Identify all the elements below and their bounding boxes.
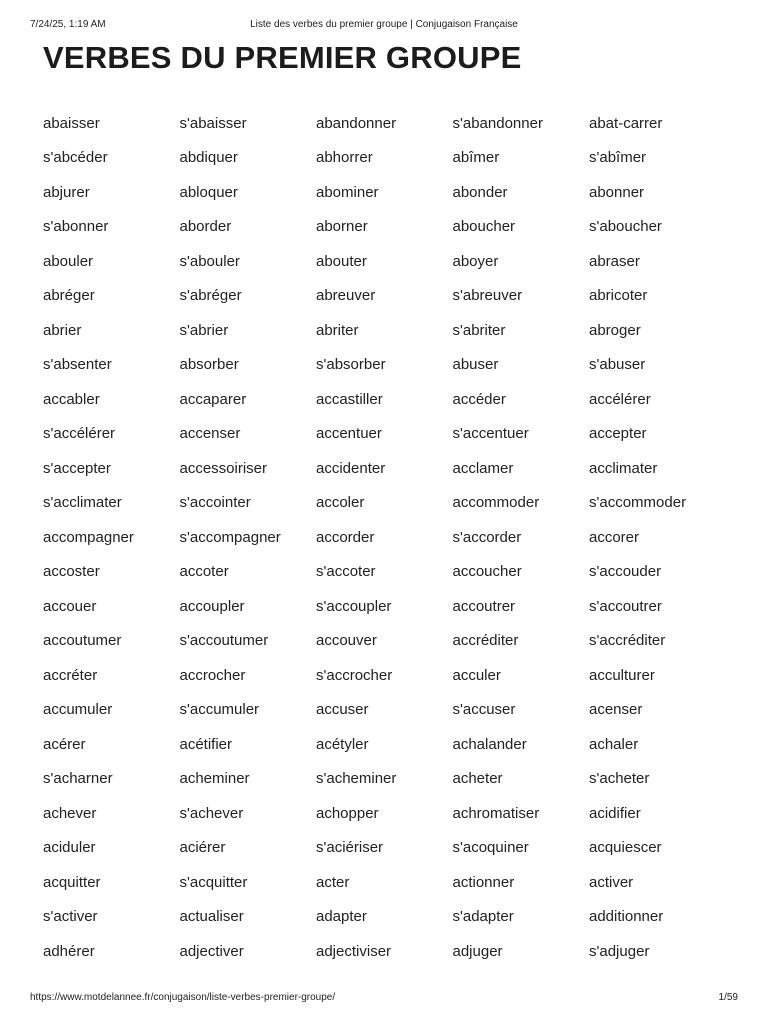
verb-item: s'accentuer (452, 425, 529, 443)
verb-item: s'accoupler (316, 597, 392, 615)
verb-list (43, 106, 743, 969)
verb-item: s'accélérer (43, 425, 116, 443)
verb-item: s'accumuler (179, 701, 260, 719)
verb-item: aboyer (452, 252, 499, 270)
verb-item: acidifier (589, 804, 641, 822)
verb-item: s'abuser (589, 356, 646, 374)
verb-item: adhérer (43, 942, 95, 960)
verb-item: s'abriter (452, 321, 506, 339)
verb-item: accompagner (43, 528, 134, 546)
verb-item: abîmer (452, 149, 500, 167)
verb-item: accepter (589, 425, 647, 443)
verb-item: abouler (43, 252, 94, 270)
verb-item: adjuger (452, 942, 503, 960)
verb-item: abréger (43, 287, 95, 305)
verb-item: s'acclimater (43, 494, 122, 512)
verb-item: acclimater (589, 459, 658, 477)
verb-item: accéder (452, 390, 506, 408)
verb-item: s'adapter (452, 908, 514, 926)
verb-item: acquiescer (589, 839, 662, 857)
verb-item: abreuver (316, 287, 376, 305)
verb-item: s'accointer (179, 494, 251, 512)
verb-item: abhorrer (316, 149, 373, 167)
print-footer (30, 992, 738, 1006)
verb-item: abat-carrer (589, 114, 663, 132)
verb-item: s'absorber (316, 356, 386, 374)
verb-item: s'acheter (589, 770, 650, 788)
verb-item: accessoiriser (179, 459, 268, 477)
verb-item: acculer (452, 666, 501, 684)
verb-item: accélérer (589, 390, 651, 408)
verb-item: accoster (43, 563, 100, 581)
verb-item: achaler (589, 735, 639, 753)
verb-item: s'achever (179, 804, 244, 822)
page-number: 1/59 (718, 992, 738, 1003)
verb-item: s'accorder (452, 528, 522, 546)
verb-item: s'abouler (179, 252, 240, 270)
verb-item: s'accommoder (589, 494, 687, 512)
verb-item: s'abîmer (589, 149, 647, 167)
verb-item: achever (43, 804, 97, 822)
verb-item: accorder (316, 528, 375, 546)
verb-item: accoupler (179, 597, 245, 615)
verb-item: accouer (43, 597, 97, 615)
print-date: 7/24/25, 1:19 AM (30, 19, 106, 30)
verb-item: s'abaisser (179, 114, 247, 132)
verb-item: achopper (316, 804, 379, 822)
verb-item: accoutumer (43, 632, 122, 650)
verb-item: aciérer (179, 839, 226, 857)
verb-item: s'abcéder (43, 149, 108, 167)
verb-item: abuser (452, 356, 499, 374)
verb-item: acenser (589, 701, 643, 719)
verb-item: accoucher (452, 563, 522, 581)
verb-item: s'abonner (43, 218, 109, 236)
verb-item: achalander (452, 735, 527, 753)
verb-item: s'accréditer (589, 632, 666, 650)
verb-item: accoutrer (452, 597, 516, 615)
verb-item: accommoder (452, 494, 540, 512)
verb-item: abricoter (589, 287, 648, 305)
verb-item: additionner (589, 908, 664, 926)
verb-item: actionner (452, 873, 515, 891)
verb-item: acter (316, 873, 350, 891)
verb-item: activer (589, 873, 634, 891)
verb-item: accentuer (316, 425, 382, 443)
verb-item: s'accepter (43, 459, 111, 477)
verb-item: aciduler (43, 839, 96, 857)
verb-item: s'acquitter (179, 873, 248, 891)
verb-item: absorber (179, 356, 239, 374)
verb-item: s'aciériser (316, 839, 384, 857)
page-title: VERBES DU PREMIER GROUPE (43, 40, 522, 75)
verb-item: acquitter (43, 873, 101, 891)
verb-item: abandonner (316, 114, 397, 132)
verb-item: abonner (589, 183, 645, 201)
verb-item: accabler (43, 390, 100, 408)
verb-item: abaisser (43, 114, 100, 132)
verb-item: s'absenter (43, 356, 112, 374)
verb-item: s'abreuver (452, 287, 523, 305)
verb-item: s'accrocher (316, 666, 393, 684)
verb-item: s'acharner (43, 770, 113, 788)
verb-item: adjectiviser (316, 942, 392, 960)
verb-item: abjurer (43, 183, 90, 201)
verb-item: accouver (316, 632, 377, 650)
verb-item: aboucher (452, 218, 516, 236)
verb-item: accuser (316, 701, 369, 719)
verb-item: abroger (589, 321, 641, 339)
verb-item: abrier (43, 321, 82, 339)
verb-item: accrocher (179, 666, 246, 684)
verb-item: accoter (179, 563, 229, 581)
verb-item: accréditer (452, 632, 519, 650)
verb-item: s'accuser (452, 701, 516, 719)
verb-item: s'activer (43, 908, 98, 926)
verb-item: adjectiver (179, 942, 244, 960)
verb-item: accoler (316, 494, 365, 512)
verb-item: acclamer (452, 459, 514, 477)
verb-item: accorer (589, 528, 640, 546)
verb-item: abraser (589, 252, 640, 270)
verb-item: accastiller (316, 390, 383, 408)
print-document-title: Liste des verbes du premier groupe | Conjugaison Française (250, 19, 518, 30)
verb-item: s'accouder (589, 563, 662, 581)
verb-item: abdiquer (179, 149, 238, 167)
verb-item: accidenter (316, 459, 386, 477)
verb-item: acheminer (179, 770, 250, 788)
verb-item: s'acheminer (316, 770, 397, 788)
verb-item: accenser (179, 425, 241, 443)
verb-item: acérer (43, 735, 86, 753)
verb-item: aborner (316, 218, 368, 236)
verb-item: acculturer (589, 666, 655, 684)
verb-item: adapter (316, 908, 367, 926)
verb-item: s'abrier (179, 321, 229, 339)
verb-item: acétifier (179, 735, 233, 753)
verb-item: s'accoter (316, 563, 376, 581)
verb-item: s'aboucher (589, 218, 662, 236)
verb-item: acétyler (316, 735, 369, 753)
verb-item: abriter (316, 321, 359, 339)
verb-item: abominer (316, 183, 379, 201)
verb-item: s'accompagner (179, 528, 281, 546)
verb-item: s'adjuger (589, 942, 650, 960)
verb-item: s'accoutrer (589, 597, 662, 615)
print-header (30, 19, 738, 33)
verb-item: abloquer (179, 183, 238, 201)
verb-item: actualiser (179, 908, 244, 926)
verb-item: abonder (452, 183, 508, 201)
verb-item: s'acoquiner (452, 839, 529, 857)
verb-item: accaparer (179, 390, 247, 408)
page-url: https://www.motdelannee.fr/conjugaison/liste-verbes-premier-groupe/ (30, 992, 336, 1003)
verb-item: achromatiser (452, 804, 540, 822)
verb-item: s'abandonner (452, 114, 543, 132)
verb-item: accréter (43, 666, 98, 684)
verb-item: aborder (179, 218, 232, 236)
verb-item: abouter (316, 252, 367, 270)
verb-item: acheter (452, 770, 503, 788)
verb-item: accumuler (43, 701, 113, 719)
verb-item: s'accoutumer (179, 632, 269, 650)
verb-item: s'abréger (179, 287, 242, 305)
